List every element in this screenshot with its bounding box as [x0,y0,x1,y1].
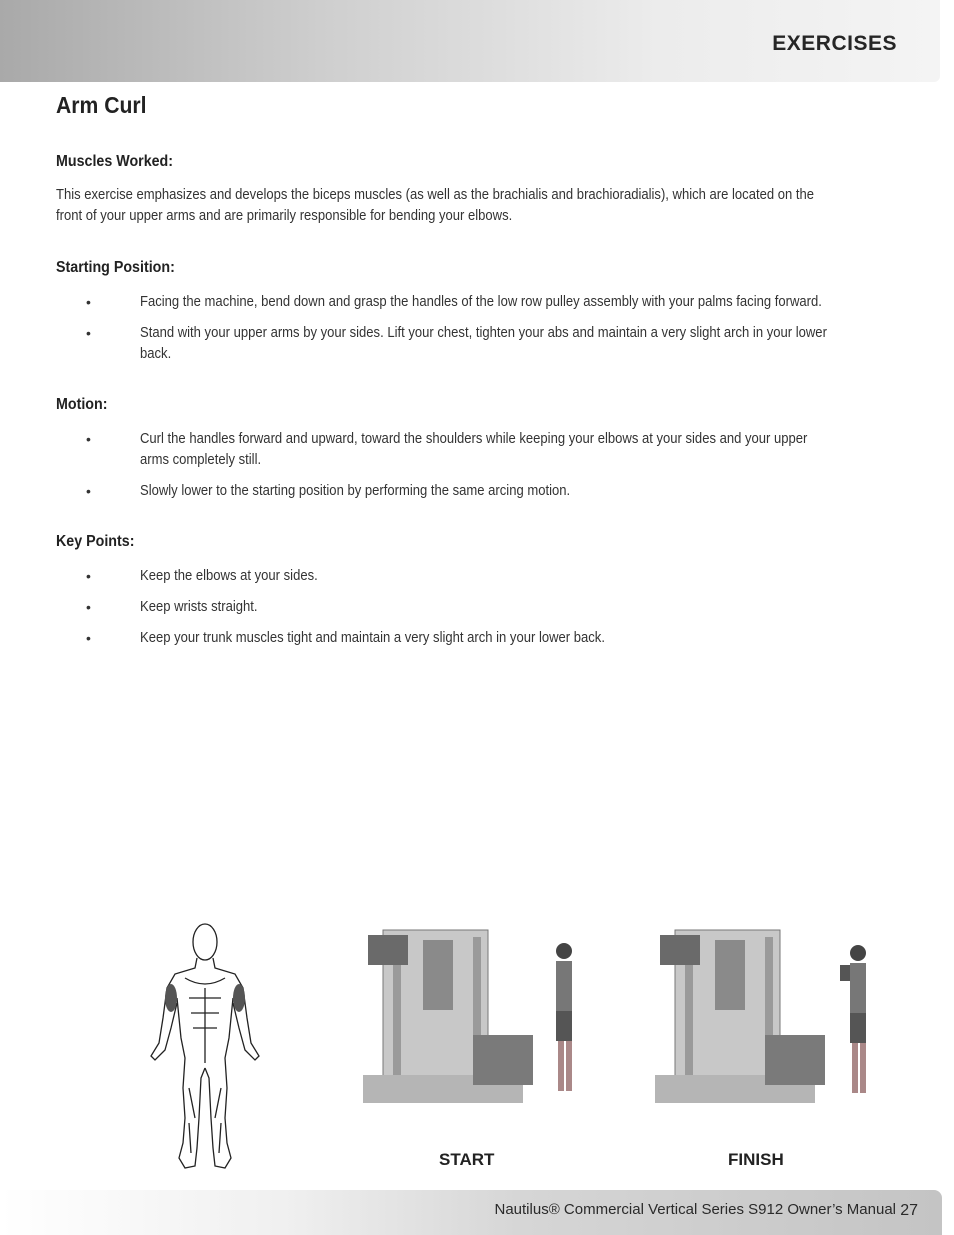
muscles-worked-text [56,185,893,227]
finish-caption: FINISH [728,1150,784,1169]
muscle-diagram-figure [145,918,265,1176]
page-number: 27 [900,1202,918,1219]
list-item [56,481,896,502]
bullet-icon: • [86,568,91,584]
list-item [56,429,896,471]
start-caption: START [439,1150,495,1169]
list-item-text-line2: arms completely still. [140,452,262,468]
key-points-section [56,533,896,659]
list-item-text: Keep your trunk muscles tight and maintain a very slight arch in your lower back. [140,630,605,646]
bullet-icon: • [86,294,91,310]
list-item-text: Slowly lower to the starting position by performing the same arcing motion. [140,483,571,499]
list-item-text: Keep wrists straight. [140,599,258,615]
muscle-diagram-illustration [145,918,265,1176]
bullet-icon: • [86,431,91,447]
motion-section [56,396,896,512]
list-item [56,323,896,365]
list-item-text [140,323,896,365]
muscles-worked-section [56,153,896,227]
list-item [56,628,896,649]
starting-position-list [56,292,896,365]
bullet-icon: • [86,630,91,646]
start-position-illustration [363,925,578,1105]
section-header-title: EXERCISES [772,32,897,55]
list-item-text-line1: Stand with your upper arms by your sides. Lift your chest, tighten your abs and maintain a very slight arch in your lower [140,325,827,341]
starting-position-heading: Starting Position: [56,259,175,276]
muscles-worked-text-line2: front of your upper arms and are primarily responsible for bending your elbows. [56,208,513,224]
page-title: Arm Curl [56,92,147,118]
list-item [56,566,896,587]
list-item-text-line2: back. [140,346,172,362]
list-item-text: Keep the elbows at your sides. [140,568,318,584]
bullet-icon: • [86,599,91,615]
motion-heading: Motion: [56,396,108,413]
list-item [56,292,896,313]
list-item-text [140,429,896,471]
key-points-heading: Key Points: [56,533,135,550]
motion-list [56,429,896,502]
start-position-photo [363,925,578,1105]
key-points-list [56,566,896,649]
finish-position-photo [655,925,870,1105]
muscles-worked-heading: Muscles Worked: [56,153,174,170]
muscles-worked-text-line1: This exercise emphasizes and develops the biceps muscles (as well as the brachialis and brachioradialis), which are located on the [56,187,815,203]
list-item-text-line1: Curl the handles forward and upward, toward the shoulders while keeping your elbows at your sides and your upper [140,431,808,447]
bullet-icon: • [86,483,91,499]
starting-position-section [56,259,896,375]
list-item-text: Facing the machine, bend down and grasp the handles of the low row pulley assembly with your palms facing forward. [140,294,822,310]
list-item [56,597,896,618]
finish-position-illustration [655,925,870,1105]
bullet-icon: • [86,325,91,341]
footer-manual-title: Nautilus® Commercial Vertical Series S912 Owner’s Manual [494,1201,896,1218]
